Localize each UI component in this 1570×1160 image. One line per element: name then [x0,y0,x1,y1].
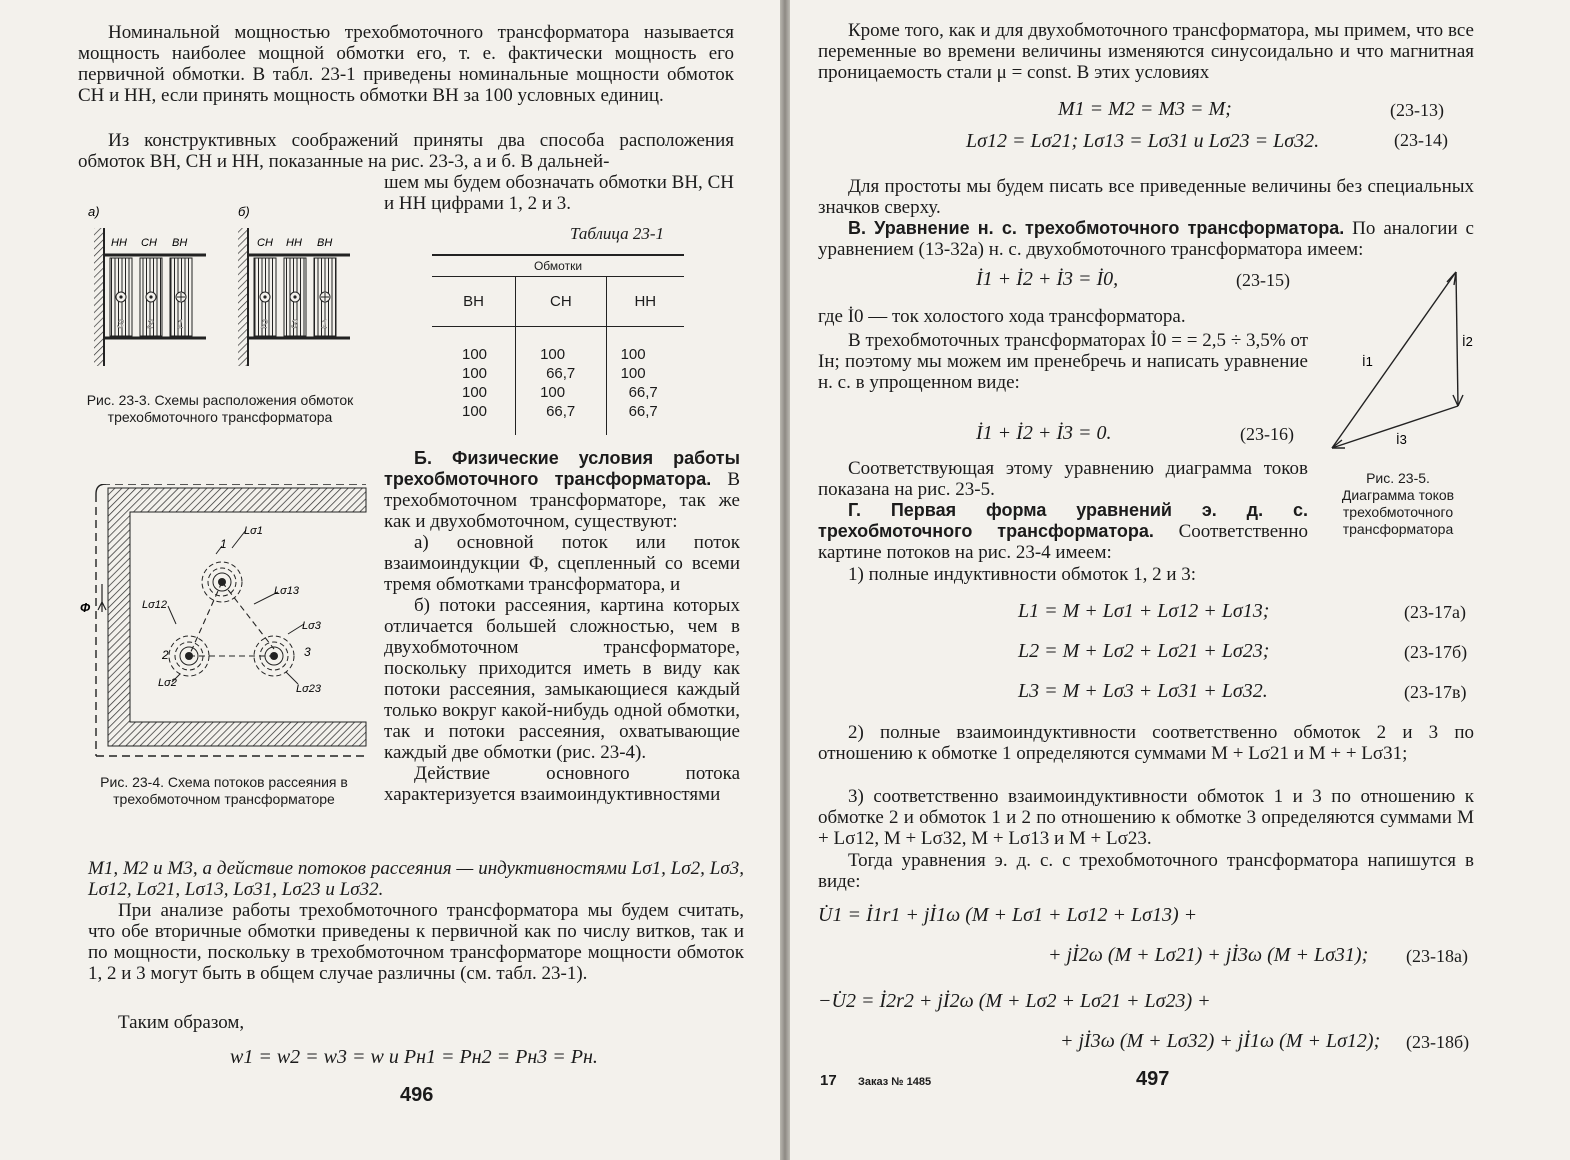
fig3-label-b: б) [238,204,250,219]
left-paragraph-2a: Из конструктивных соображений приняты два способа расположения обмоток ВН, СН и НН, показанные на рис. 23-3, а и б. В дальней- [78,130,734,172]
eq-23-15: İ1 + İ2 + İ3 = İ0, [976,268,1119,290]
fig3-a-header-3: ВН [172,237,188,249]
section-v-text: По аналогии с уравнением (13-32а) н. с. двухобмоточного трансформатора имеем: [818,218,1474,260]
fig3-b-header-1: СН [257,237,273,249]
section-g-text: Соответственно картине потоков на рис. 23-4 имеем: [818,521,1308,563]
table-col-vn: ВН [432,277,516,327]
page-left [0,0,780,1160]
fig3-b-header-2: НН [286,237,302,249]
fig3-a-num-1: 3 [117,317,124,331]
formula-w: w1 = w2 = w3 = w и Pн1 = Pн2 = Pн3 = Pн. [230,1046,598,1068]
table-col-sn: СН [516,277,606,327]
right-paragraph-2: Для простоты мы будем писать все приведенные величины без специальных значков сверху. [818,176,1474,218]
page-number-left: 496 [400,1084,434,1106]
table-row: 100 66,7 66,7 [432,402,684,421]
eq-23-13: M1 = M2 = M3 = M; [1058,98,1232,120]
fig5-label-i1: İ1 [1362,354,1373,369]
section-b-item-a: а) основной поток или поток взаимоиндукции Ф, сцепленный со всеми тремя обмотками трансформатора, и [384,532,740,595]
figure-23-4-caption: Рис. 23-4. Схема потоков рассеяния в трехобмоточном трансформаторе [100,774,348,807]
table-col-nn: НН [606,277,684,327]
figure-23-4 [76,484,376,768]
figure-23-3-caption: Рис. 23-3. Схемы расположения обмоток трехобмоточного трансформатора [86,392,354,425]
fig4-phi: Ф [80,600,91,615]
section-b-title: Б. Физические условия работы трехобмоточного трансформатора. [384,448,740,489]
right-where: где İ0 — ток холостого хода трансформатора. [818,306,1186,327]
footer-order: Заказ № 1485 [858,1076,932,1088]
page-right [790,0,1570,1160]
eq-23-18b-number: (23-18б) [1406,1032,1470,1052]
section-g-title: Г. Первая форма уравнений э. д. с. трехобмоточного трансформатора. [818,500,1308,541]
left-paragraph-1: Номинальной мощностью трехобмоточного трансформатора называется мощность наиболее мощной обмотки его, т. е. фактически мощность его первичной обмотки. В табл. 23-1 приведены номинальные мощности обмоток СН и НН, если принять мощность обмотки ВН за 100 условных единиц. [78,22,734,106]
right-paragraph-1: Кроме того, как и для двухобмоточного трансформатора, мы примем, что все переменные во времени величины изменяются синусоидально и что магнитная проницаемость стали μ = const. В этих условиях [818,20,1474,83]
eq-23-18a-number: (23-18а) [1406,946,1468,966]
right-paragraph-3: В трехобмоточных трансформаторах İ0 = = 2,5 ÷ 3,5% от Iн; поэтому мы можем им пренебречь и написать уравнение н. с. в упрощенном виде: [818,330,1308,393]
left-analysis: При анализе работы трехобмоточного трансформатора мы будем считать, что обе вторичные обмотки приведены к первичной как по числу витков, так и по мощности, поскольку в трехобмоточном трансформаторе мощности обмоток 1, 2 и 3 могут быть в общем случае различны (см. табл. 23-1). [88,900,744,984]
fig3-a-header-1: НН [111,237,127,249]
eq-23-14-number: (23-14) [1394,130,1448,150]
left-action-a: Действие основного потока характеризуется взаимоиндуктивностями [384,763,740,805]
table-title: Таблица 23-1 [570,224,664,243]
eq-23-14: Lσ12 = Lσ21; Lσ13 = Lσ31 и Lσ23 = Lσ32. [966,130,1320,152]
fig3-label-a: а) [88,204,100,219]
right-paragraph-5: Тогда уравнения э. д. с. с трехобмоточного трансформатора напишутся в виде: [818,850,1474,892]
eq-23-17v-number: (23-17в) [1404,682,1467,702]
eq-23-18a-line-1: U̇1 = İ1r1 + jİ1ω (M + Lσ1 + Lσ12 + Lσ13) + [818,904,1198,926]
fig3-a-num-3: 1 [177,317,184,331]
fig3-b-num-2: 3 [291,317,298,331]
right-item-3: 3) соответственно взаимоиндуктивности обмоток 1 и 3 по отношению к обмотке 2 и обмоток 1 и 2 по отношению к обмотке 3 определяются суммами M + Lσ12, M + Lσ32, M + Lσ13 и M + Lσ23. [818,786,1474,849]
section-v-title: В. Уравнение н. с. трехобмоточного трансформатора. [848,218,1345,238]
left-action-b: M1, M2 и M3, а действие потоков рассеяния — индуктивностями Lσ1, Lσ2, Lσ3, Lσ12, Lσ21, Lσ13, Lσ31, Lσ23 и Lσ32. [88,858,744,900]
eq-23-16-number: (23-16) [1240,424,1294,444]
fig5-label-i2: İ2 [1462,334,1473,349]
figure-23-5-caption: Рис. 23-5. Диаграмма токов трехобмоточного трансформатора [1341,470,1455,537]
fig4-label-2: 2 [162,648,169,662]
right-item-1: 1) полные индуктивности обмоток 1, 2 и 3: [848,564,1197,585]
left-paragraph-2b: шем мы будем обозначать обмотки ВН, СН и НН цифрами 1, 2 и 3. [384,172,734,214]
left-thus: Таким образом, [118,1012,245,1033]
eq-23-15-number: (23-15) [1236,270,1290,290]
figure-23-5 [1320,262,1480,458]
fig4-label-1: 1 [220,537,227,551]
fig5-label-i3: İ3 [1396,432,1407,447]
fig4-label-ls12: Lσ12 [142,599,167,611]
fig3-b-num-1: 2 [261,317,268,331]
fig3-a-num-2: 2 [147,317,154,331]
eq-23-16: İ1 + İ2 + İ3 = 0. [976,422,1112,444]
eq-23-17a: L1 = M + Lσ1 + Lσ12 + Lσ13; [1018,600,1270,622]
fig3-b-num-3: 1 [321,317,328,331]
eq-23-17b: L2 = M + Lσ2 + Lσ21 + Lσ23; [1018,640,1270,662]
fig4-label-ls2: Lσ2 [158,677,177,689]
fig4-label-3: 3 [304,645,311,659]
table-row: 100 100 100 [432,345,684,364]
figure-23-3 [86,200,366,380]
page-number-right: 497 [1136,1068,1170,1090]
fig4-label-ls1: Lσ1 [244,525,263,537]
eq-23-17b-number: (23-17б) [1404,642,1468,662]
book-gutter [780,0,790,1160]
section-b-item-b: б) потоки рассеяния, картина которых отличается большей сложностью, чем в двухобмоточном трансформаторе, поскольку приходится иметь в виду как потоки рассеяния, замыкающиеся каждый только вокруг какой-нибудь одной обмотки, так и потоки рассеяния, охватывающие каждый две обмотки (рис. 23-4). [384,595,740,763]
right-paragraph-4: Соответствующая этому уравнению диаграмма токов показана на рис. 23-5. [818,458,1308,500]
section-b-text: В трехобмоточном трансформаторе, так же как и двухобмоточном, существуют: [384,469,741,532]
eq-23-17a-number: (23-17а) [1404,602,1466,622]
fig4-label-ls13: Lσ13 [274,585,299,597]
fig3-a-header-2: СН [141,237,157,249]
section-b-block [384,448,740,805]
section-v-block [818,218,1474,260]
eq-23-17v: L3 = M + Lσ3 + Lσ31 + Lσ32. [1018,680,1268,702]
right-item-2: 2) полные взаимоиндуктивности соответственно обмоток 2 и 3 по отношению к обмотке 1 определяются суммами M + Lσ21 и M + + Lσ31; [818,722,1474,764]
eq-23-18b-line-1: −U̇2 = İ2r2 + jİ2ω (M + Lσ2 + Lσ21 + Lσ23) + [818,990,1211,1012]
eq-23-18a-line-2: + jİ2ω (M + Lσ21) + jİ3ω (M + Lσ31); [1048,944,1369,966]
footer-signature: 17 [820,1072,837,1089]
fig4-label-ls23: Lσ23 [296,683,321,695]
table-row: 100 100 66,7 [432,383,684,402]
eq-23-18b-line-2: + jİ3ω (M + Lσ32) + jİ1ω (M + Lσ12); [1060,1030,1381,1052]
table-row: 100 66,7 100 [432,364,684,383]
table-23-1 [432,254,684,435]
eq-23-13-number: (23-13) [1390,100,1444,120]
section-g-block [818,500,1308,563]
table-group-header: Обмотки [432,255,684,277]
fig4-label-ls3: Lσ3 [302,620,321,632]
fig3-b-header-3: ВН [317,237,333,249]
